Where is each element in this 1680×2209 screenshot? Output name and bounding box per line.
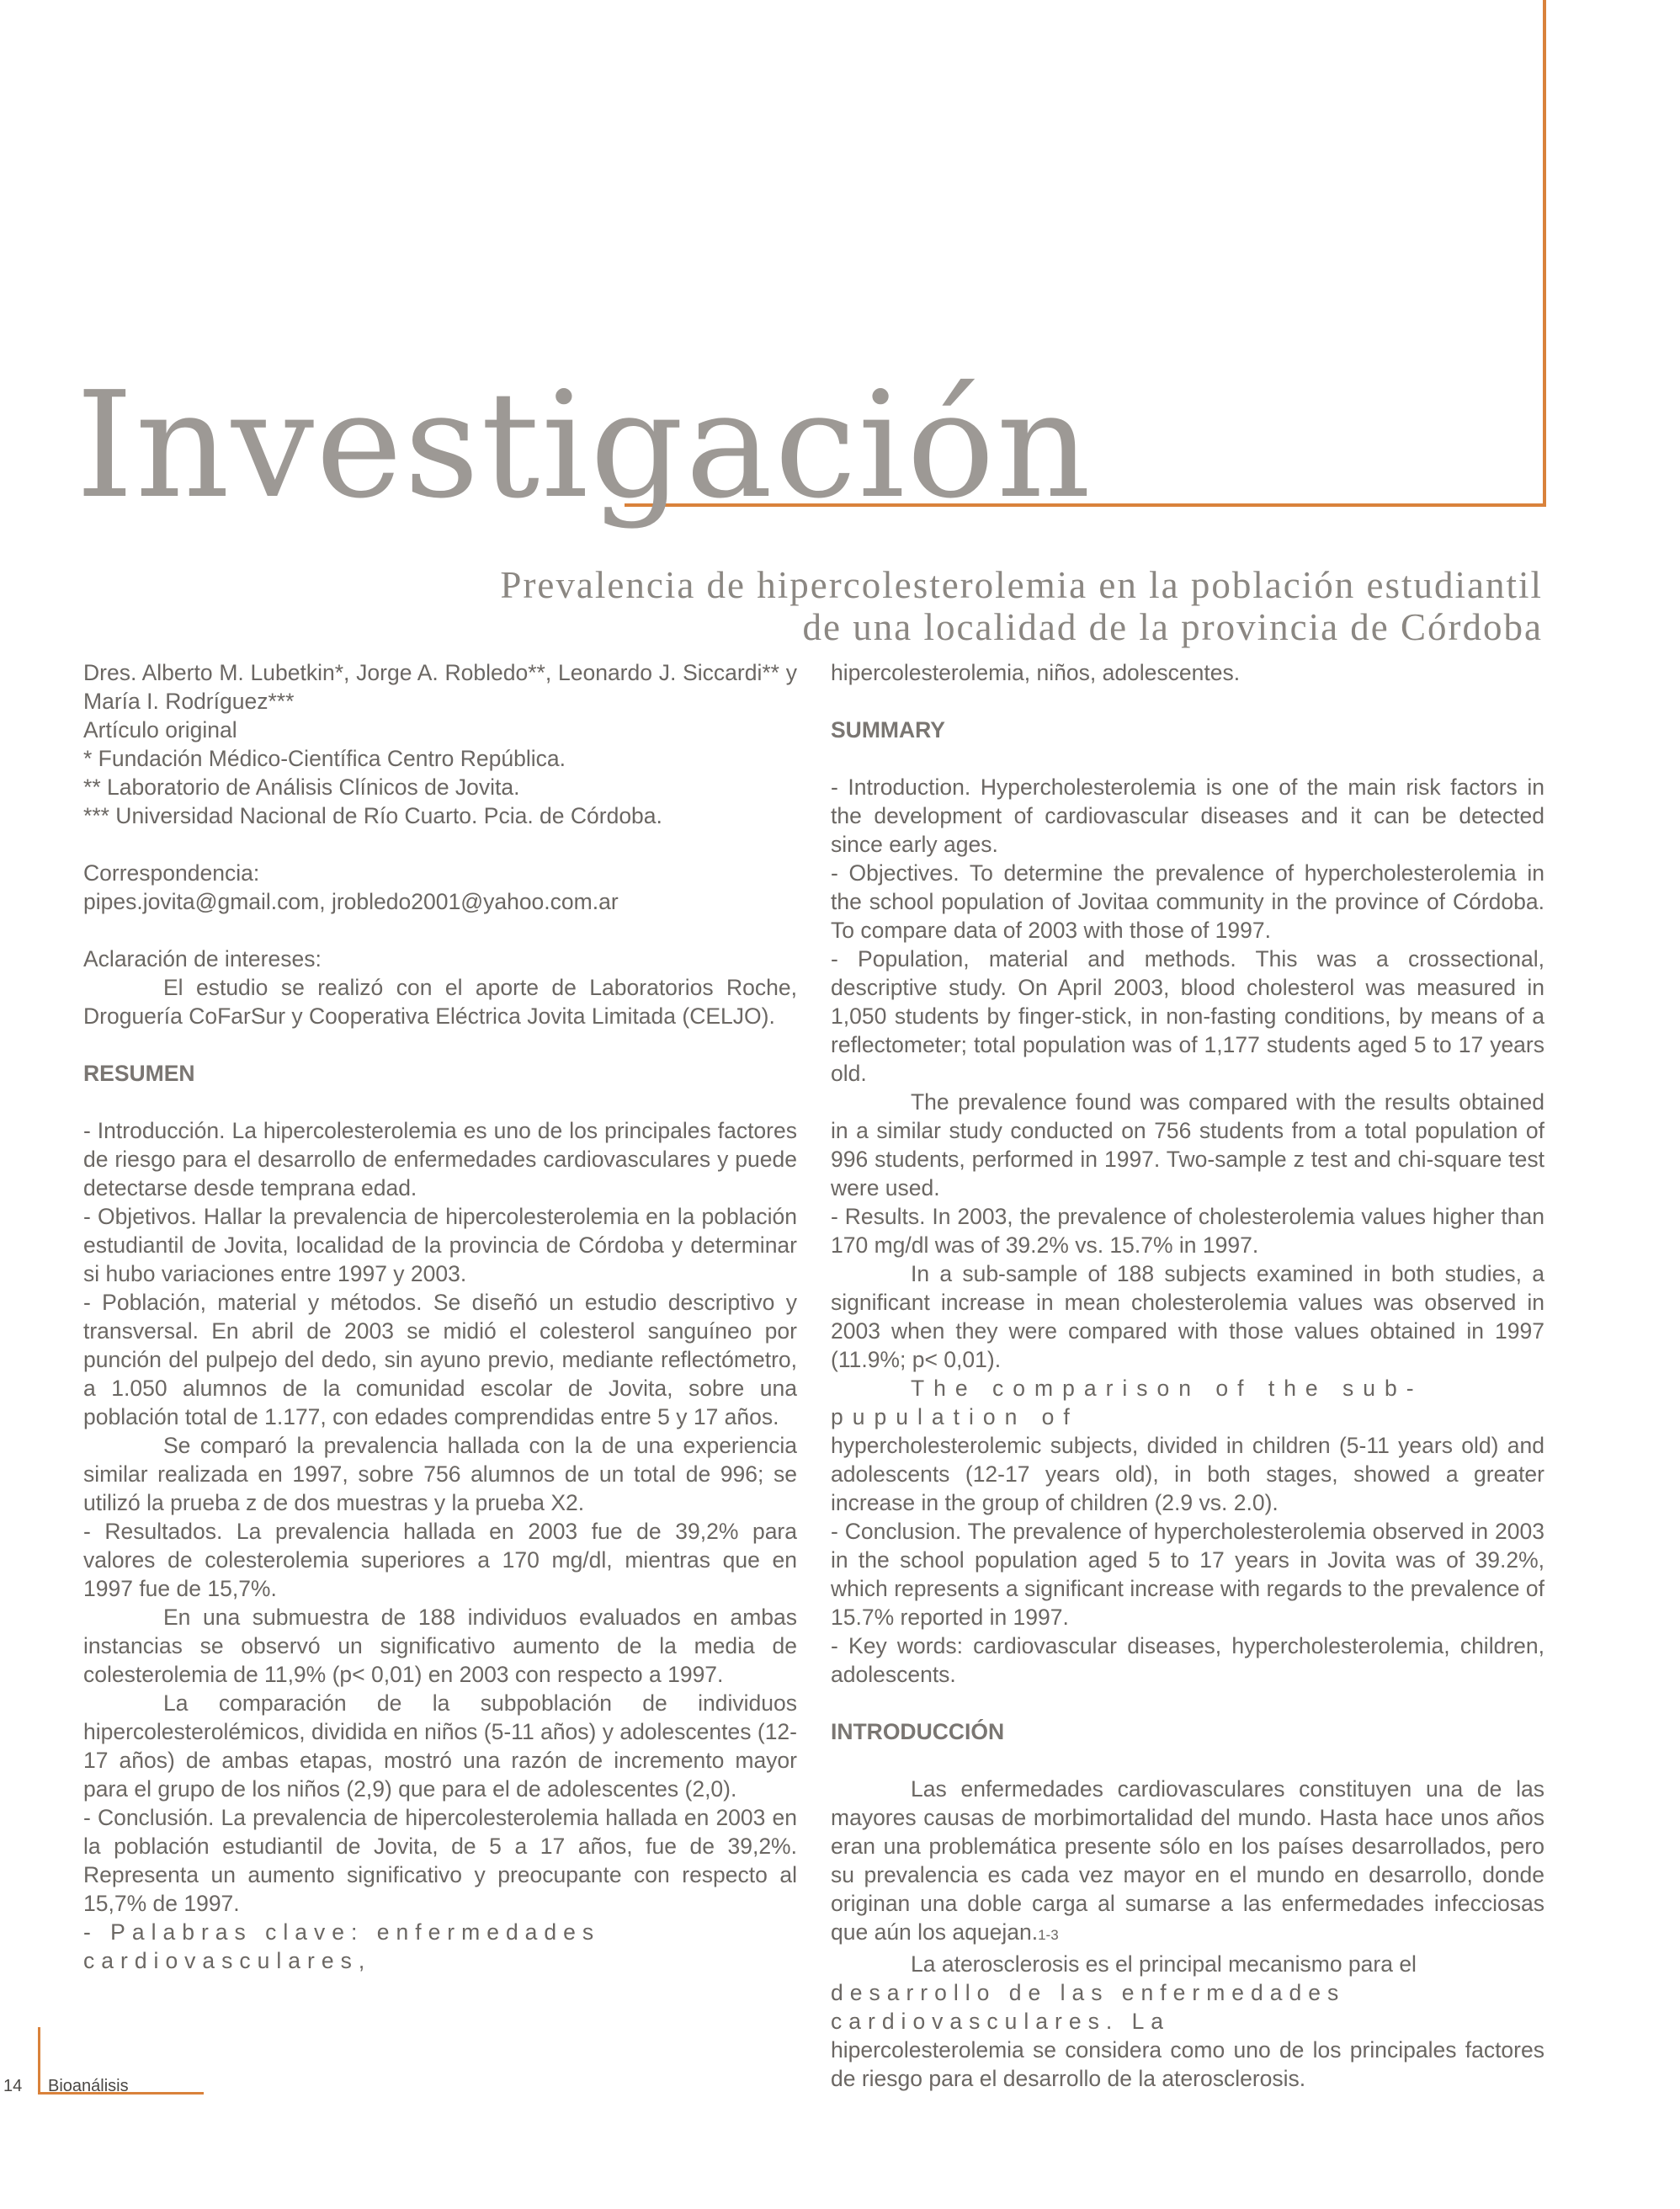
introduccion-paragraph-1-text: Las enfermedades cardiovasculares constituyen una de las mayores causas de morbimortalidad del mundo. Hasta hace unos años eran una problemática presente sólo en los países desarrollados, pero su prevalencia es cada vez mayor en el mundo en desarrollo, donde originan una doble carga al sumarse a las enfermedades infecciosas que aún los aquejan. — [831, 1776, 1544, 1945]
resumen-introduccion: - Introducción. La hipercolesterolemia es uno de los principales factores de riesgo para el desarrollo de enfermedades cardiovasculares y puede detectarse desde temprana edad. — [83, 1118, 797, 1200]
spacer — [83, 1030, 797, 1059]
spacer — [831, 1689, 1544, 1717]
summary-results: - Results. In 2003, the prevalence of cholesterolemia values higher than 170 mg/dl was of 39.2% vs. 15.7% in 1997. — [831, 1204, 1544, 1258]
footer-rule-vertical — [38, 2027, 40, 2093]
article-title-line-2: de una localidad de la provincia de Córdoba — [802, 606, 1543, 648]
resumen-poblacion: - Población, material y métodos. Se diseñó un estudio descriptivo y transversal. En abril de 2003 se midió el colesterol sanguíneo por punción del pulpejo del dedo, sin ayuno previo, mediante reflectómetro, a 1.050 alumnos de la comunidad escolar de Jovita, sobre una población total de 1.177, con edades comprendidas entre 5 y 17 años. — [83, 1290, 797, 1429]
palabras-clave-start: - Palabras clave: enfermedades cardiovasculares, — [83, 1919, 601, 1973]
article-type: Artículo original — [83, 717, 237, 743]
palabras-clave-end: hipercolesterolemia, niños, adolescentes. — [831, 660, 1241, 685]
resumen-submuestra: En una submuestra de 188 individuos evaluados en ambas instancias se observó un significativo aumento de la media de colesterolemia de 11,9% (p< 0,01) en 2003 con respecto a 1997. — [83, 1605, 797, 1687]
introduccion-paragraph-2-start: La aterosclerosis es el principal mecanismo para el — [911, 1951, 1417, 1977]
summary-subsample: In a sub-sample of 188 subjects examined in both studies, a significant increase in mean cholesterolemia values was observed in 2003 when they were compared with those values obtained in 1997 (11.9%; p< 0,01). — [831, 1261, 1544, 1372]
authors: Dres. Alberto M. Lubetkin*, Jorge A. Robledo**, Leonardo J. Siccardi** y María I. Rodríguez*** — [83, 660, 797, 714]
article-title-line-1: Prevalencia de hipercolesterolemia en la población estudiantil — [500, 564, 1543, 606]
summary-objectives: - Objectives. To determine the prevalence of hypercholesterolemia in the school population of Jovitaa community in the province of Córdoba. To compare data of 2003 with those of 1997. — [831, 860, 1544, 943]
introduccion-paragraph-1 — [831, 1775, 1544, 1950]
resumen-resultados: - Resultados. La prevalencia hallada en 2003 fue de 39,2% para valores de colesterolemia superiores a 170 mg/dl, mientras que en 1997 fue de 15,7%. — [83, 1519, 797, 1601]
resumen-subpoblacion: La comparación de la subpoblación de individuos hipercolesterolémicos, dividida en niños (5-11 años) y adolescentes (12-17 años) de ambas etapas, mostró una razón de incremento mayor para el grupo de los niños (2,9) que para el de adolescentes (2,0). — [83, 1690, 797, 1802]
spacer — [83, 830, 797, 859]
summary-prevalence-found: The prevalence found was compared with the results obtained in a similar study conducted on 756 students from a total population of 996 students, performed in 1997. Two-sample z test and chi-square test were used. — [831, 1089, 1544, 1200]
introduccion-paragraph-2-spaced: desarrollo de las enfermedades cardiovasculares. La — [831, 1980, 1346, 2034]
summary-comparison-rest: hypercholesterolemic subjects, divided in children (5-11 years old) and adolescents (12-17 years old), in both stages, showed a greater increase in the group of children (2.9 vs. 2.0). — [831, 1433, 1544, 1515]
summary-population: - Population, material and methods. This was a crossectional, descriptive study. On April 2003, blood cholesterol was measured in 1,050 students by finger-stick, in non-fasting conditions, by means of a reflectometer; total population was of 1,177 students aged 5 to 17 years old. — [831, 946, 1544, 1086]
summary-heading: SUMMARY — [831, 717, 945, 743]
spacer — [83, 1088, 797, 1116]
right-column — [831, 658, 1544, 2093]
orange-frame-vertical — [1543, 0, 1546, 507]
affiliation-3: *** Universidad Nacional de Río Cuarto. Pcia. de Córdoba. — [83, 803, 662, 828]
summary-conclusion: - Conclusion. The prevalence of hypercholesterolemia observed in 2003 in the school population aged 5 to 17 years in Jovita was of 39.2%, which represents a significant increase with regards to the prevalence of 15.7% reported in 1997. — [831, 1519, 1544, 1630]
publication-name: Bioanálisis — [48, 2077, 129, 2095]
resumen-objetivos: - Objetivos. Hallar la prevalencia de hipercolesterolemia en la población estudiantil de Jovita, localidad de la provincia de Córdoba y determinar si hubo variaciones entre 1997 y 2003. — [83, 1204, 797, 1286]
affiliation-2: ** Laboratorio de Análisis Clínicos de Jovita. — [83, 774, 520, 800]
left-column — [83, 658, 797, 1975]
spacer — [83, 916, 797, 945]
correspondence-label: Correspondencia: — [83, 860, 260, 886]
spacer — [831, 744, 1544, 773]
section-title: Investigación — [76, 360, 1093, 531]
interests-text: El estudio se realizó con el aporte de Laboratorios Roche, Droguería CoFarSur y Cooperativa Eléctrica Jovita Limitada (CELJO). — [83, 975, 797, 1029]
reference-marker: 1-3 — [1038, 1927, 1059, 1943]
summary-introduction: - Introduction. Hypercholesterolemia is one of the main risk factors in the development of cardiovascular diseases and it can be detected since early ages. — [831, 774, 1544, 857]
introduccion-heading: INTRODUCCIÓN — [831, 1719, 1005, 1744]
resumen-comparacion: Se comparó la prevalencia hallada con la de una experiencia similar realizada en 1997, sobre 756 alumnos de un total de 996; se utilizó la prueba z de dos muestras y la prueba X2. — [83, 1433, 797, 1515]
resumen-conclusion: - Conclusión. La prevalencia de hipercolesterolemia hallada en 2003 en la población estudiantil de Jovita, de 5 a 17 años, fue de 39,2%. Representa un aumento significativo y preocupante con respecto al 15,7% de 1997. — [83, 1805, 797, 1916]
introduccion-paragraph-2-rest: hipercolesterolemia se considera como uno de los principales factores de riesgo para el desarrollo de la aterosclerosis. — [831, 2037, 1544, 2091]
interests-label: Aclaración de intereses: — [83, 946, 322, 971]
summary-keywords: - Key words: cardiovascular diseases, hypercholesterolemia, children, adolescents. — [831, 1633, 1544, 1687]
spacer — [831, 1746, 1544, 1775]
spacer — [831, 687, 1544, 716]
resumen-heading: RESUMEN — [83, 1061, 195, 1086]
correspondence-emails: pipes.jovita@gmail.com, jrobledo2001@yahoo.com.ar — [83, 889, 619, 914]
affiliation-1: * Fundación Médico-Científica Centro República. — [83, 746, 566, 771]
page-number: 14 — [3, 2077, 23, 2095]
summary-comparison-start: The comparison of the sub-pupulation of — [831, 1376, 1423, 1429]
article-title — [280, 564, 1543, 648]
